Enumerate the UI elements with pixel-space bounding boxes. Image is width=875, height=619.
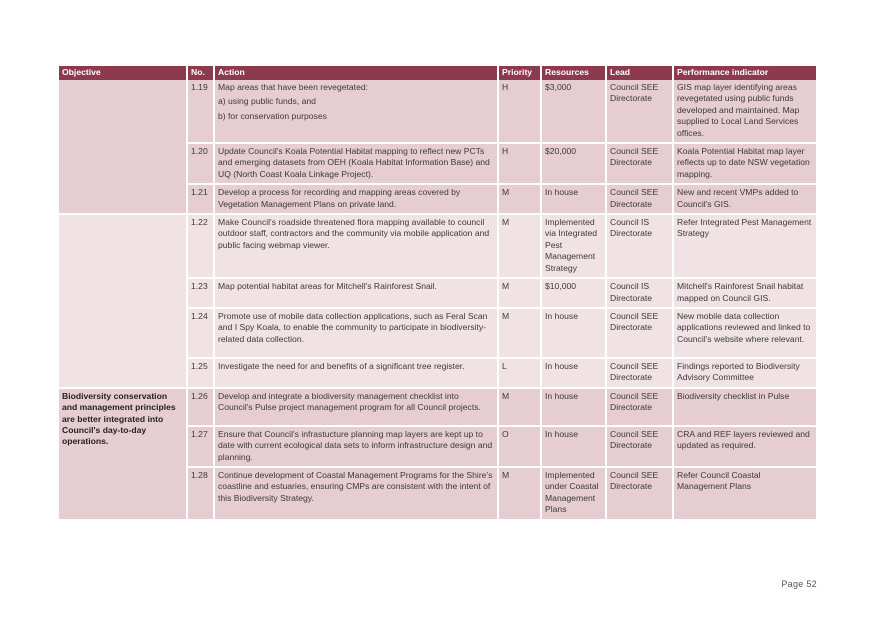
action-plan-table xyxy=(59,66,816,521)
row-indicator: Refer Council Coastal Management Plans xyxy=(674,468,816,521)
row-lead: Council SEE Directorate xyxy=(607,185,674,215)
row-priority: M xyxy=(499,309,542,359)
table-row xyxy=(59,215,816,279)
row-indicator: Mitchell's Rainforest Snail habitat mapped on Council GIS. xyxy=(674,279,816,309)
row-resources: In house xyxy=(542,389,607,427)
row-action: Investigate the need for and benefits of a significant tree register. xyxy=(215,359,499,389)
row-priority: H xyxy=(499,144,542,185)
row-action: Make Council's roadside threatened flora mapping available to council outdoor staff, contractors and the community via mobile application and public facing webmap viewer. xyxy=(215,215,499,279)
page-number: Page 52 xyxy=(781,579,817,589)
row-action: Develop and integrate a biodiversity management checklist into Council's Pulse project management program for all Council projects. xyxy=(215,389,499,427)
row-action-text: Map areas that have been revegetated: xyxy=(218,82,369,92)
objective-cell-empty xyxy=(59,80,188,215)
row-indicator: Biodiversity checklist in Pulse xyxy=(674,389,816,427)
row-priority: M xyxy=(499,389,542,427)
row-resources: In house xyxy=(542,185,607,215)
row-no: 1.26 xyxy=(188,389,215,427)
row-action-subitem: a) using public funds, and xyxy=(218,96,316,107)
row-indicator: GIS map layer identifying areas revegetated using public funds developed and maintained. Map supplied to Local Land Services offices. xyxy=(674,80,816,144)
header-action: Action xyxy=(215,66,499,80)
row-no: 1.20 xyxy=(188,144,215,185)
objective-cell-empty xyxy=(59,215,188,389)
row-priority: M xyxy=(499,279,542,309)
row-priority: L xyxy=(499,359,542,389)
header-indicator: Performance indicator xyxy=(674,66,816,80)
row-lead: Council SEE Directorate xyxy=(607,389,674,427)
row-no: 1.19 xyxy=(188,80,215,144)
table-header-row xyxy=(59,66,816,80)
objective-cell: Biodiversity conservation and management principles are better integrated into Council's day-to-day operations. xyxy=(59,389,188,521)
row-action: Ensure that Council's infrastucture planning map layers are kept up to date with current ecological data sets to inform infrastructure design and planning. xyxy=(215,427,499,468)
row-resources: $10,000 xyxy=(542,279,607,309)
header-lead: Lead xyxy=(607,66,674,80)
row-action: Map potential habitat areas for Mitchell's Rainforest Snail. xyxy=(215,279,499,309)
row-lead: Council SEE Directorate xyxy=(607,80,674,144)
row-no: 1.21 xyxy=(188,185,215,215)
row-resources: In house xyxy=(542,427,607,468)
row-resources: In house xyxy=(542,359,607,389)
table-row xyxy=(59,80,816,144)
row-priority: H xyxy=(499,80,542,144)
row-lead: Council IS Directorate xyxy=(607,215,674,279)
row-action: Update Council's Koala Potential Habitat mapping to reflect new PCTs and emerging datasets from OEH (Koala Habitat Information Base) and UQ (North Coast Koala Linkage Project). xyxy=(215,144,499,185)
row-lead: Council IS Directorate xyxy=(607,279,674,309)
row-action: Continue development of Coastal Management Programs for the Shire's coastline and estuaries, ensuring CMPs are consistent with the intent of this Biodiversity Strategy. xyxy=(215,468,499,521)
row-action xyxy=(215,80,499,144)
row-resources: Implemented under Coastal Management Plans xyxy=(542,468,607,521)
row-indicator: CRA and REF layers reviewed and updated as required. xyxy=(674,427,816,468)
row-no: 1.25 xyxy=(188,359,215,389)
row-action-subitem: b) for conservation purposes xyxy=(218,110,327,121)
table-row xyxy=(59,389,816,427)
row-indicator: New and recent VMPs added to Council's GIS. xyxy=(674,185,816,215)
header-no: No. xyxy=(188,66,215,80)
row-no: 1.24 xyxy=(188,309,215,359)
row-lead: Council SEE Directorate xyxy=(607,359,674,389)
row-lead: Council SEE Directorate xyxy=(607,468,674,521)
row-lead: Council SEE Directorate xyxy=(607,427,674,468)
header-priority: Priority xyxy=(499,66,542,80)
row-indicator: Refer Integrated Pest Management Strategy xyxy=(674,215,816,279)
row-resources: $3,000 xyxy=(542,80,607,144)
header-objective: Objective xyxy=(59,66,188,80)
row-indicator: New mobile data collection applications reviewed and linked to Council's website where relevant. xyxy=(674,309,816,359)
row-priority: M xyxy=(499,185,542,215)
row-no: 1.28 xyxy=(188,468,215,521)
header-resources: Resources xyxy=(542,66,607,80)
row-resources: Implemented via Integrated Pest Management Strategy xyxy=(542,215,607,279)
row-no: 1.22 xyxy=(188,215,215,279)
row-action: Develop a process for recording and mapping areas covered by Vegetation Management Plans on private land. xyxy=(215,185,499,215)
row-resources: $20,000 xyxy=(542,144,607,185)
row-no: 1.23 xyxy=(188,279,215,309)
row-priority: O xyxy=(499,427,542,468)
row-lead: Council SEE Directorate xyxy=(607,309,674,359)
row-priority: M xyxy=(499,215,542,279)
row-indicator: Koala Potential Habitat map layer reflects up to date NSW vegetation mapping. xyxy=(674,144,816,185)
row-resources: In house xyxy=(542,309,607,359)
row-no: 1.27 xyxy=(188,427,215,468)
row-action: Promote use of mobile data collection applications, such as Feral Scan and I Spy Koala, to enable the community to participate in biodiversity-related data collection. xyxy=(215,309,499,359)
row-indicator: Findings reported to Biodiversity Advisory Committee xyxy=(674,359,816,389)
row-priority: M xyxy=(499,468,542,521)
row-lead: Council SEE Directorate xyxy=(607,144,674,185)
